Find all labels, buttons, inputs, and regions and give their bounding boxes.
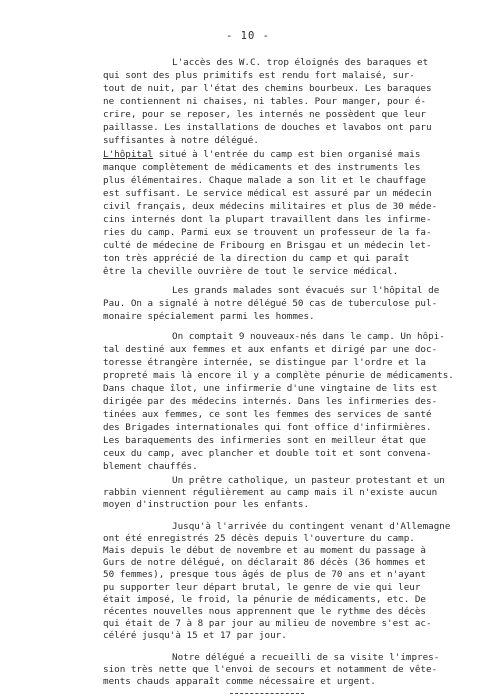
text-line: des Brigades internationales qui font office d'infirmières. <box>103 422 432 433</box>
text-line: tinées aux femmes, ce sont les femmes des services de santé <box>103 409 432 420</box>
text-line: toresse étrangère internée, se distingue par l'ordre et la <box>103 357 427 368</box>
text-line: Mais depuis le début de novembre et au moment du passage à <box>103 545 427 556</box>
closing-divider <box>230 693 304 694</box>
text-line: civil français, deux médecins militaires et plus de 30 méde- <box>103 201 438 212</box>
text-line: qui sont des plus primitifs est rendu fort malaisé, sur- <box>103 70 415 81</box>
text-line: 50 femmes), presque tous âgés de plus de 70 ans et n'ayant <box>103 569 427 581</box>
text-line: Dans chaque îlot, une infirmerie d'une vingtaine de lits est <box>103 383 438 394</box>
text-line: L'accès des W.C. trop éloignés des baraques et <box>172 57 429 68</box>
text-line: est suffisant. Le service médical est assuré par un médecin <box>103 188 432 199</box>
text-line: plus élémentaires. Chaque malade a son lit et le chauffage <box>103 175 427 186</box>
text-line: ments chauds apparaît comme nécessaire et urgent. <box>103 676 376 687</box>
text-line: paillasse. Les installations de douches et lavabos ont paru <box>103 122 432 133</box>
text-line: être la cheville ouvrière de tout le service médical. <box>103 266 399 277</box>
text-line: monaire spécialement parmi les hommes. <box>103 311 315 322</box>
text-line: ton très apprécié de la direction du camp et qui paraît <box>103 253 410 264</box>
text-line: rabbin viennent régulièrement au camp mais il n'existe aucun <box>103 487 438 499</box>
text-line: Pau. On a signalé à notre délégué 50 cas de tuberculose pul- <box>103 298 438 309</box>
text-line: récentes nouvelles nous apprennent que le rythme des décès <box>103 606 427 617</box>
text-line <box>103 148 420 161</box>
text-line: était imposé, le froid, la pénurie de médicaments, etc. De <box>103 593 427 605</box>
text-line: pu supporter leur départ brutal, le genre de vie qui leur <box>103 581 421 593</box>
text-line: ne contiennent ni chaises, ni tables. Pour manger, pour é- <box>103 96 427 107</box>
text-line: blement chauffés. <box>103 461 198 472</box>
text-line: ries du camp. Parmi eux se trouvent un professeur de la fa- <box>103 227 432 238</box>
text-line: Notre délégué a recueilli de sa visite l'impres- <box>172 651 440 663</box>
text-line: sion très nette que l'envoi de secours et notamment de vête- <box>103 663 438 675</box>
text-line: Les baraquements des infirmeries sont en meilleur état que <box>103 435 427 446</box>
text-line: crire, pour se reposer, les internés ne possèdent que leur <box>103 109 427 120</box>
text-line: Jusqu'à l'arrivée du contingent venant d'Allemagne <box>172 520 451 532</box>
text-line: moyen d'instruction pour les enfants. <box>103 499 310 511</box>
text-line: qui était de 7 à 8 par jour au milieu de novembre s'est ac- <box>103 618 432 630</box>
text-line: dirigée par des médecins internés. Dans les infirmeries des- <box>103 396 438 407</box>
text-line: propreté mais là encore il y a complète pénurie de médicaments. <box>103 370 454 381</box>
text-fragment: situé à l'entrée du camp est bien organisé mais <box>153 149 421 160</box>
text-line: On comptait 9 nouveaux-nés dans le camp. Un hôpi- <box>172 331 445 342</box>
text-line: Gurs de notre délégué, on déclarait 86 décès (36 hommes et <box>103 557 427 569</box>
text-line: Les grands malades sont évacués sur l'hôpital de <box>172 285 440 296</box>
text-line: culté de médecine de Fribourg en Brisgau et un médecin let- <box>103 240 432 251</box>
text-line: manque complètement de médicaments et des instruments les <box>103 162 421 173</box>
text-line: Un prêtre catholique, un pasteur protestant et un <box>172 475 445 486</box>
text-line: céléré jusqu'à 15 et 17 par jour. <box>103 630 287 642</box>
hopital-heading: L'hôpital <box>103 149 154 160</box>
text-line: cins internés dont la plupart travaillent dans les infirme- <box>103 214 432 225</box>
text-line: suffisantes à notre délégué. <box>103 135 259 146</box>
text-line: ceux du camp, avec plancher et double toit et sont convena- <box>103 448 432 459</box>
page-number: - 10 - <box>226 30 270 42</box>
text-line: ont été enregistrés 25 décès depuis l'ouverture du camp. <box>103 532 415 544</box>
text-line: tal destiné aux femmes et aux enfants et dirigé par une doc- <box>103 344 438 355</box>
text-line: tout de nuit, par l'état des chemins bourbeux. Les baraques <box>103 83 432 94</box>
